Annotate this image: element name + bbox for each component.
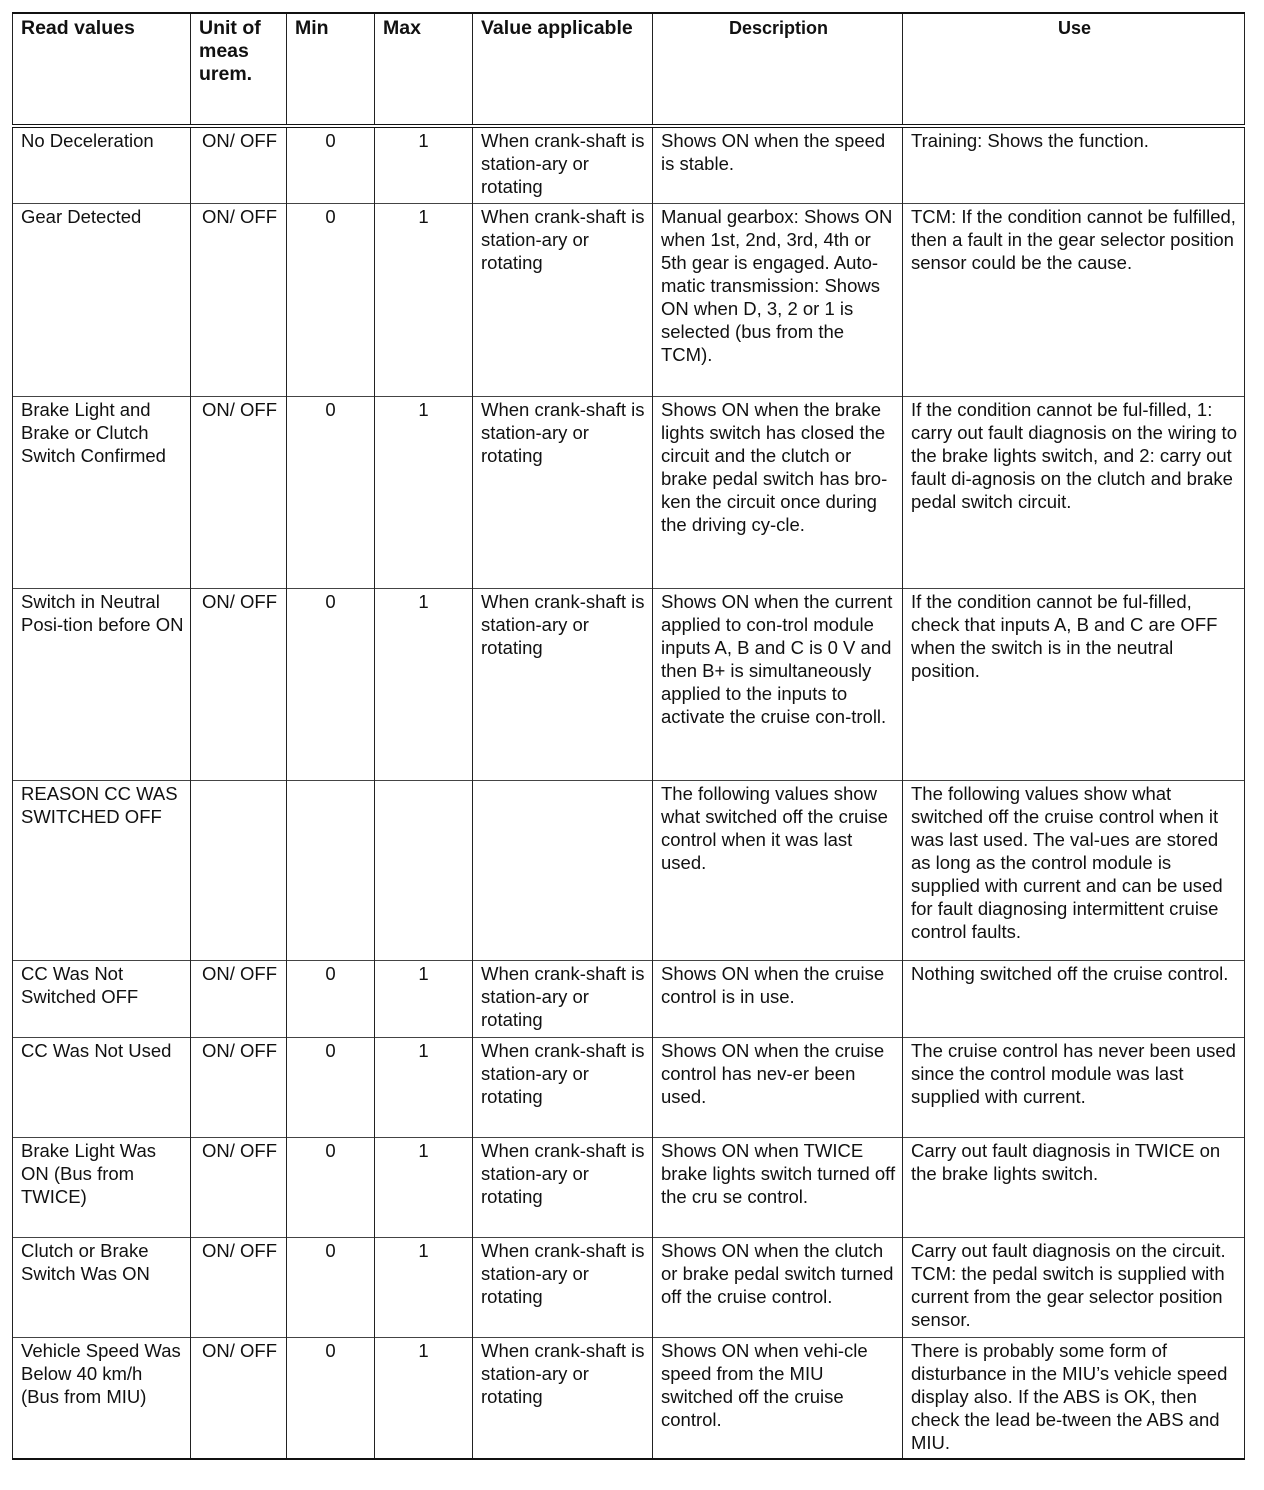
- cell-description: Shows ON when the brake lights switch has closed the circuit and the clutch or brake pedal switch has bro-ken the circuit once during the driving cy-cle.: [653, 396, 903, 588]
- cell-unit: ON/ OFF: [191, 588, 287, 780]
- document-page: [12, 12, 1244, 1460]
- cell-unit: ON/ OFF: [191, 396, 287, 588]
- cell-unit: ON/ OFF: [191, 1037, 287, 1137]
- cell-value-applicable: When crank-shaft is station-ary or rotating: [473, 126, 653, 203]
- cell-min: [287, 780, 375, 960]
- cell-read-value: No Deceleration: [13, 126, 191, 203]
- cell-max: 1: [375, 960, 473, 1037]
- cell-description: Shows ON when the cruise control has nev-er been used.: [653, 1037, 903, 1137]
- cell-unit: ON/ OFF: [191, 960, 287, 1037]
- cell-unit: ON/ OFF: [191, 1337, 287, 1459]
- cell-description: The following values show what switched off the cruise control when it was last used.: [653, 780, 903, 960]
- cell-value-applicable: When crank-shaft is station-ary or rotating: [473, 1137, 653, 1237]
- table-row: [13, 588, 1245, 780]
- cell-max: 1: [375, 1237, 473, 1337]
- cell-use: There is probably some form of disturbance in the MIU’s vehicle speed display also. If the ABS is OK, then check the lead be-tween the ABS and MIU.: [903, 1337, 1245, 1459]
- header-value-applicable: Value applicable: [473, 13, 653, 126]
- cell-read-value: REASON CC WAS SWITCHED OFF: [13, 780, 191, 960]
- cell-min: 0: [287, 1037, 375, 1137]
- table-row: [13, 1337, 1245, 1459]
- cell-max: 1: [375, 396, 473, 588]
- table-row: [13, 203, 1245, 396]
- cell-read-value: CC Was Not Used: [13, 1037, 191, 1137]
- header-unit: Unit of meas urem.: [191, 13, 287, 126]
- cell-value-applicable: When crank-shaft is station-ary or rotating: [473, 1337, 653, 1459]
- cell-use: If the condition cannot be ful-filled, check that inputs A, B and C are OFF when the switch is in the neutral position.: [903, 588, 1245, 780]
- cell-description: Shows ON when the speed is stable.: [653, 126, 903, 203]
- cell-value-applicable: [473, 780, 653, 960]
- table-row: [13, 1237, 1245, 1337]
- header-min: Min: [287, 13, 375, 126]
- cell-use: Carry out fault diagnosis in TWICE on the brake lights switch.: [903, 1137, 1245, 1237]
- cell-use: Nothing switched off the cruise control.: [903, 960, 1245, 1037]
- cell-unit: ON/ OFF: [191, 203, 287, 396]
- cell-use: The following values show what switched off the cruise control when it was last used. The val-ues are stored as long as the control module is supplied with current and can be used for fault diagnosing intermittent cruise control faults.: [903, 780, 1245, 960]
- cell-max: 1: [375, 1337, 473, 1459]
- table-row: [13, 1037, 1245, 1137]
- table-row: [13, 960, 1245, 1037]
- cell-max: 1: [375, 203, 473, 396]
- cell-use: Training: Shows the function.: [903, 126, 1245, 203]
- cell-unit: ON/ OFF: [191, 1237, 287, 1337]
- cell-description: Manual gearbox: Shows ON when 1st, 2nd, 3rd, 4th or 5th gear is engaged. Auto-matic transmission: Shows ON when D, 3, 2 or 1 is selected (bus from the TCM).: [653, 203, 903, 396]
- cell-min: 0: [287, 588, 375, 780]
- cell-min: 0: [287, 1137, 375, 1237]
- cell-read-value: Gear Detected: [13, 203, 191, 396]
- cell-description: Shows ON when TWICE brake lights switch turned off the cru se control.: [653, 1137, 903, 1237]
- cell-min: 0: [287, 960, 375, 1037]
- cell-value-applicable: When crank-shaft is station-ary or rotating: [473, 1237, 653, 1337]
- cell-use: Carry out fault diagnosis on the circuit. TCM: the pedal switch is supplied with current from the gear selector position sensor.: [903, 1237, 1245, 1337]
- cell-value-applicable: When crank-shaft is station-ary or rotating: [473, 396, 653, 588]
- cell-min: 0: [287, 203, 375, 396]
- cell-max: 1: [375, 1037, 473, 1137]
- cell-min: 0: [287, 1237, 375, 1337]
- header-row: [13, 13, 1245, 126]
- cell-value-applicable: When crank-shaft is station-ary or rotating: [473, 203, 653, 396]
- cell-value-applicable: When crank-shaft is station-ary or rotating: [473, 588, 653, 780]
- table-row: [13, 780, 1245, 960]
- cell-description: Shows ON when vehi-cle speed from the MIU switched off the cruise control.: [653, 1337, 903, 1459]
- cell-unit: ON/ OFF: [191, 126, 287, 203]
- cell-read-value: CC Was Not Switched OFF: [13, 960, 191, 1037]
- cell-description: Shows ON when the clutch or brake pedal switch turned off the cruise control.: [653, 1237, 903, 1337]
- cell-read-value: Switch in Neutral Posi-tion before ON: [13, 588, 191, 780]
- header-read-values: Read values: [13, 13, 191, 126]
- table-body: [13, 126, 1245, 1459]
- table-row: [13, 396, 1245, 588]
- cell-unit: [191, 780, 287, 960]
- cell-description: Shows ON when the current applied to con-trol module inputs A, B and C is 0 V and then B+ is simultaneously applied to the inputs to activate the cruise con-troll.: [653, 588, 903, 780]
- cell-read-value: Brake Light and Brake or Clutch Switch Confirmed: [13, 396, 191, 588]
- cell-max: [375, 780, 473, 960]
- read-values-table: [12, 12, 1245, 1460]
- cell-unit: ON/ OFF: [191, 1137, 287, 1237]
- header-max: Max: [375, 13, 473, 126]
- header-description: Description: [653, 13, 903, 126]
- cell-use: TCM: If the condition cannot be fulfilled, then a fault in the gear selector position sensor could be the cause.: [903, 203, 1245, 396]
- cell-description: Shows ON when the cruise control is in use.: [653, 960, 903, 1037]
- header-use: Use: [903, 13, 1245, 126]
- cell-use: If the condition cannot be ful-filled, 1: carry out fault diagnosis on the wiring to the brake lights switch, and 2: carry out fault di-agnosis on the clutch and brake pedal switch circuit.: [903, 396, 1245, 588]
- cell-read-value: Brake Light Was ON (Bus from TWICE): [13, 1137, 191, 1237]
- table-row: [13, 126, 1245, 203]
- cell-value-applicable: When crank-shaft is station-ary or rotating: [473, 960, 653, 1037]
- cell-min: 0: [287, 126, 375, 203]
- cell-max: 1: [375, 1137, 473, 1237]
- cell-use: The cruise control has never been used since the control module was last supplied with current.: [903, 1037, 1245, 1137]
- cell-value-applicable: When crank-shaft is station-ary or rotating: [473, 1037, 653, 1137]
- cell-max: 1: [375, 588, 473, 780]
- cell-min: 0: [287, 396, 375, 588]
- cell-min: 0: [287, 1337, 375, 1459]
- cell-max: 1: [375, 126, 473, 203]
- cell-read-value: Clutch or Brake Switch Was ON: [13, 1237, 191, 1337]
- cell-read-value: Vehicle Speed Was Below 40 km/h (Bus from MIU): [13, 1337, 191, 1459]
- table-row: [13, 1137, 1245, 1237]
